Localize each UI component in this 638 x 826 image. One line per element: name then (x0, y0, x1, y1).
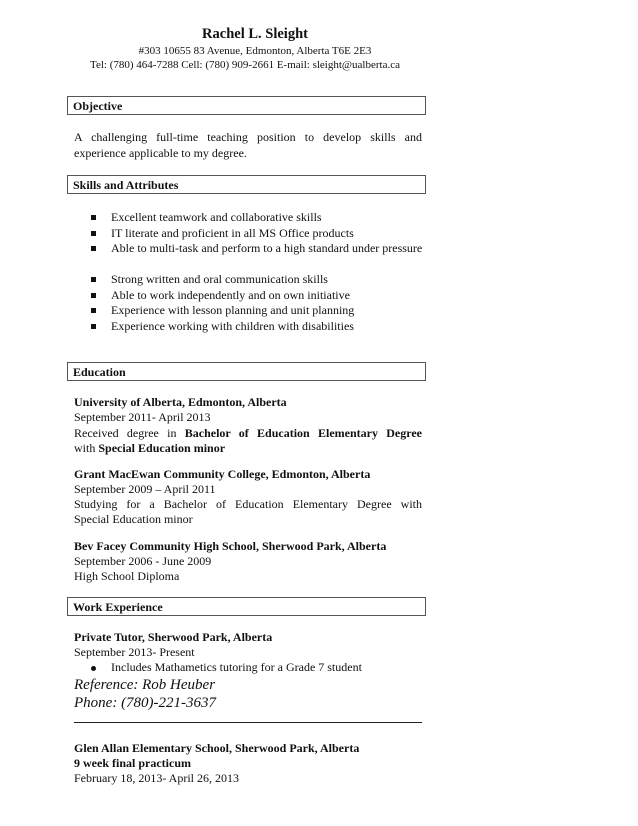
objective-line-2: experience applicable to my degree. (74, 146, 247, 160)
objective-heading: Objective (67, 96, 426, 115)
education-heading: Education (67, 362, 426, 381)
education-dates: September 2009 – April 2011 (74, 482, 216, 496)
education-description: High School Diploma (74, 569, 180, 583)
education-school: University of Alberta, Edmonton, Alberta (74, 395, 287, 409)
education-description: Studying for a Bachelor of Education Elementary Degree with (74, 497, 422, 511)
job-reference-phone: Phone: (780)-221-3637 (74, 695, 217, 711)
contact-line: Tel: (780) 464-7288 Cell: (780) 909-2661 E-mail: sleight@ualberta.ca (90, 59, 400, 71)
job-employer: Private Tutor, Sherwood Park, Alberta (74, 630, 273, 644)
education-school: Grant MacEwan Community College, Edmonton, Alberta (74, 467, 371, 481)
education-school: Bev Facey Community High School, Sherwood Park, Alberta (74, 539, 387, 553)
skills-heading: Skills and Attributes (67, 175, 426, 194)
education-dates: September 2006 - June 2009 (74, 554, 212, 568)
job-dates: February 18, 2013- April 26, 2013 (74, 771, 239, 785)
job-dates: September 2013- Present (74, 645, 195, 659)
objective-line-1: A challenging full-time teaching position to develop skills and (74, 130, 422, 144)
job-reference: Reference: Rob Heuber (74, 677, 216, 693)
education-description: with Special Education minor (74, 441, 226, 455)
work-heading: Work Experience (67, 597, 426, 616)
section-divider (74, 722, 422, 723)
education-description: Special Education minor (74, 512, 193, 526)
address-line: #303 10655 83 Avenue, Edmonton, Alberta T6E 2E3 (138, 45, 372, 57)
job-role: 9 week final practicum (74, 756, 191, 770)
job-employer: Glen Allan Elementary School, Sherwood Park, Alberta (74, 741, 360, 755)
education-description: Received degree in Bachelor of Education Elementary Degree (74, 426, 422, 440)
education-dates: September 2011- April 2013 (74, 410, 211, 424)
resume-name: Rachel L. Sleight (202, 26, 308, 42)
